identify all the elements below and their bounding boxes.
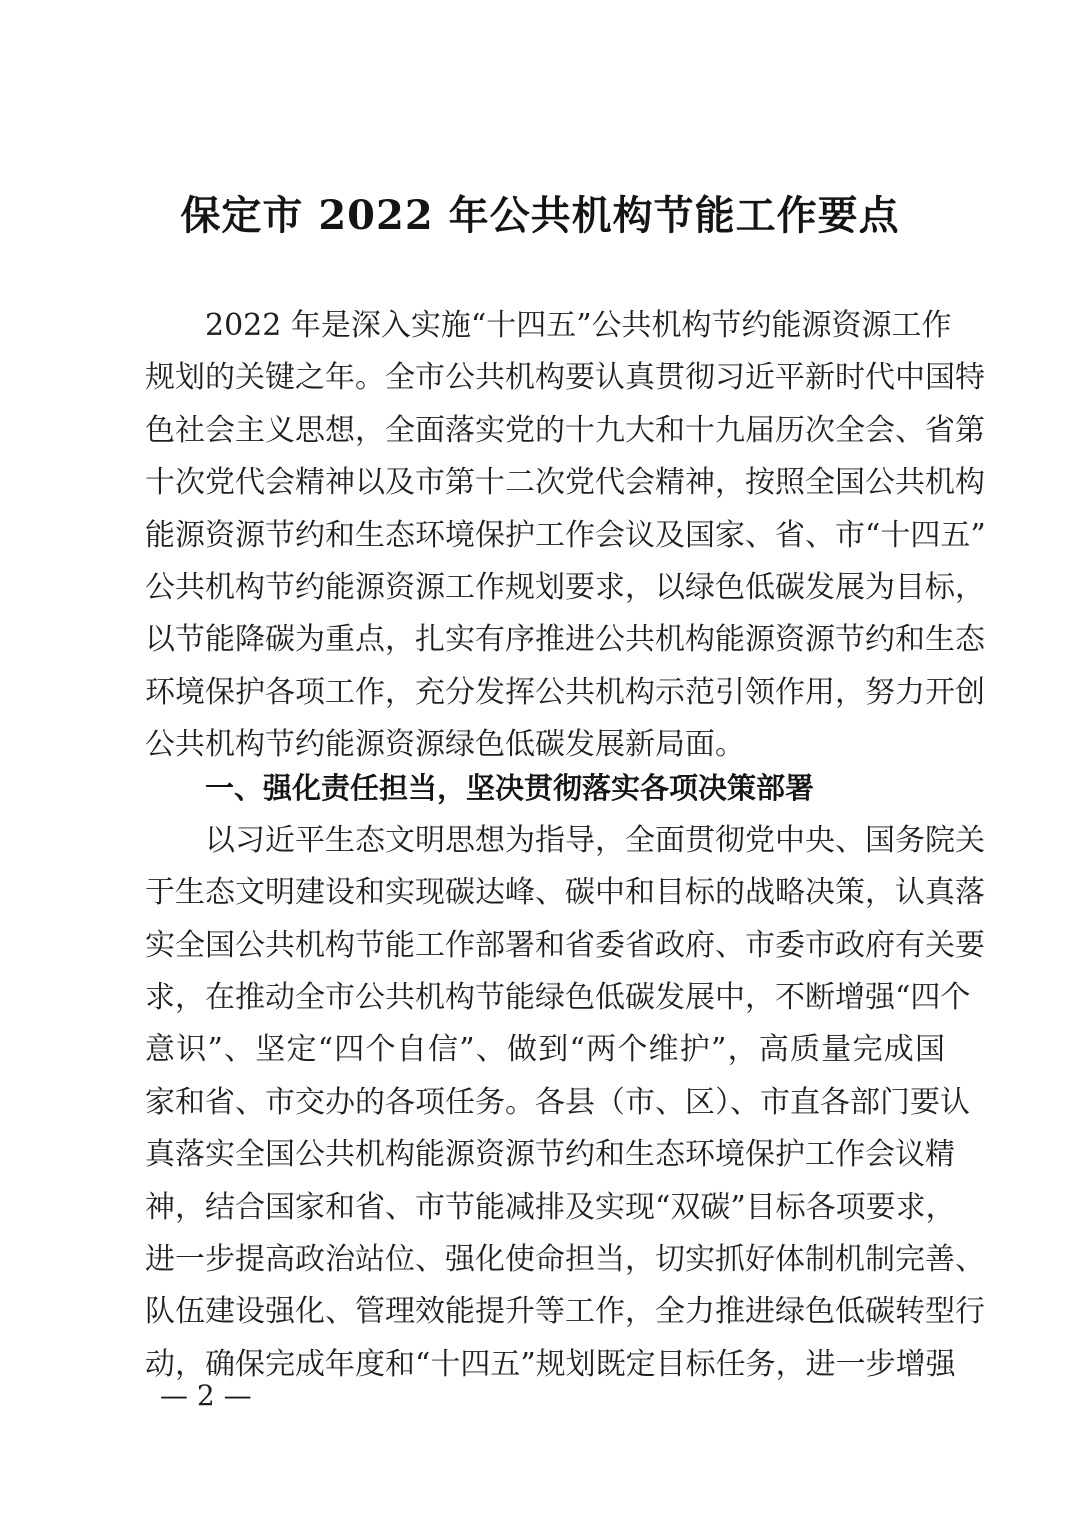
paragraph-line: 十次党代会精神以及市第十二次党代会精神，按照全国公共机构	[145, 465, 985, 500]
document-title: 保定市 2022 年公共机构节能工作要点	[180, 192, 900, 239]
paragraph-line: 公共机构节约能源资源绿色低碳发展新局面。	[145, 727, 745, 762]
paragraph-line: 以节能降碳为重点，扎实有序推进公共机构能源资源节约和生态	[145, 622, 985, 657]
paragraph-line: 求，在推动全市公共机构节能绿色低碳发展中，不断增强“四个	[145, 980, 971, 1015]
paragraph-line: 家和省、市交办的各项任务。各县（市、区）、市直各部门要认	[145, 1085, 970, 1120]
paragraph-line: 进一步提高政治站位、强化使命担当，切实抓好体制机制完善、	[145, 1242, 985, 1277]
paragraph-line: 意识”、坚定“四个自信”、做到“两个维护”，高质量完成国	[145, 1032, 945, 1067]
paragraph-line: 实全国公共机构节能工作部署和省委省政府、市委市政府有关要	[145, 928, 985, 963]
section-heading-1: 一、强化责任担当，坚决贯彻落实各项决策部署	[205, 771, 815, 805]
paragraph-line: 神，结合国家和省、市节能减排及实现“双碳”目标各项要求，	[145, 1190, 956, 1225]
paragraph-line: 于生态文明建设和实现碳达峰、碳中和目标的战略决策，认真落	[145, 875, 985, 910]
paragraph-line: 队伍建设强化、管理效能提升等工作，全力推进绿色低碳转型行	[145, 1294, 985, 1329]
paragraph-line: 2022 年是深入实施“十四五”公共机构节约能源资源工作	[205, 308, 952, 343]
paragraph-line: 公共机构节约能源资源工作规划要求，以绿色低碳发展为目标，	[145, 570, 985, 605]
paragraph-line: 环境保护各项工作，充分发挥公共机构示范引领作用，努力开创	[145, 675, 985, 710]
paragraph-line: 动，确保完成年度和“十四五”规划既定目标任务，进一步增强	[145, 1347, 956, 1382]
paragraph-line: 规划的关键之年。全市公共机构要认真贯彻习近平新时代中国特	[145, 360, 985, 395]
page-number: — 2 —	[160, 1379, 252, 1412]
paragraph-line: 以习近平生态文明思想为指导，全面贯彻党中央、国务院关	[205, 823, 985, 858]
paragraph-line: 真落实全国公共机构能源资源节约和生态环境保护工作会议精	[145, 1137, 955, 1172]
paragraph-line: 能源资源节约和生态环境保护工作会议及国家、省、市“十四五”	[145, 518, 986, 553]
paragraph-line: 色社会主义思想，全面落实党的十九大和十九届历次全会、省第	[145, 413, 985, 448]
